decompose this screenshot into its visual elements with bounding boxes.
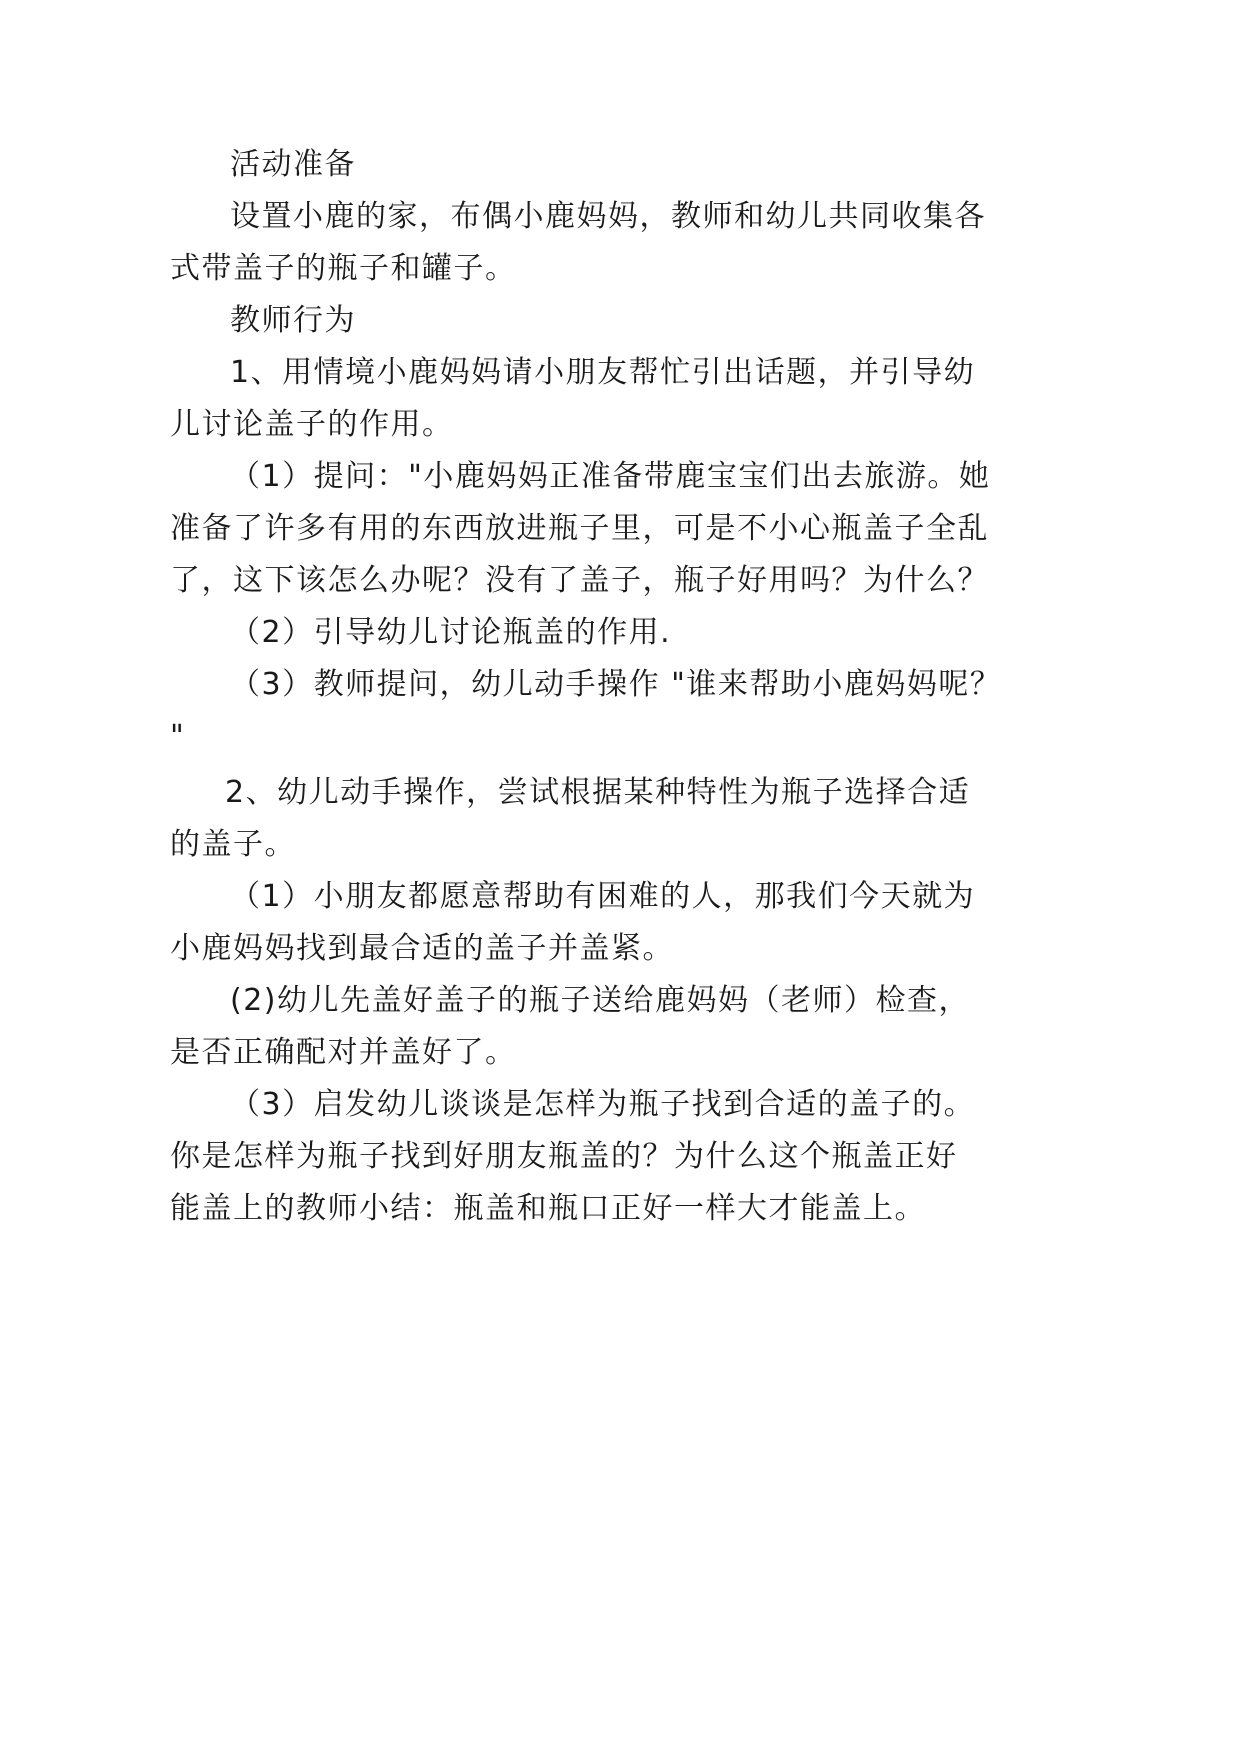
paragraph-line: （1）提问："小鹿妈妈正准备带鹿宝宝们出去旅游。她 [230, 459, 991, 494]
paragraph-line: （1）小朋友都愿意帮助有困难的人，那我们今天就为 [230, 879, 976, 914]
paragraph-line: 是否正确配对并盖好了。 [170, 1035, 517, 1070]
paragraph-line: " [170, 719, 186, 754]
paragraph-line: 小鹿妈妈找到最合适的盖子并盖紧。 [170, 931, 674, 966]
paragraph-line: 的盖子。 [170, 827, 296, 862]
heading-teacher-behavior: 教师行为 [230, 303, 356, 338]
paragraph-line: 1、用情境小鹿妈妈请小朋友帮忙引出话题，并引导幼 [230, 355, 976, 390]
paragraph-line: 了，这下该怎么办呢？没有了盖子，瓶子好用吗？为什么？ [170, 563, 989, 598]
paragraph-line: （3）启发幼儿谈谈是怎样为瓶子找到合适的盖子的。 [230, 1087, 976, 1122]
paragraph-line: 2、幼儿动手操作，尝试根据某种特性为瓶子选择合适 [225, 775, 971, 810]
paragraph-line: 式带盖子的瓶子和罐子。 [170, 251, 517, 286]
heading-activity-preparation: 活动准备 [230, 147, 356, 182]
paragraph-line: （3）教师提问，幼儿动手操作 "谁来帮助小鹿妈妈呢？ [230, 667, 1002, 702]
paragraph-line: 能盖上的教师小结：瓶盖和瓶口正好一样大才能盖上。 [170, 1191, 926, 1226]
paragraph-line: 设置小鹿的家，布偶小鹿妈妈，教师和幼儿共同收集各 [230, 199, 986, 234]
paragraph-line: 儿讨论盖子的作用。 [170, 407, 454, 442]
paragraph-line: （2）引导幼儿讨论瓶盖的作用. [230, 615, 672, 650]
paragraph-line: (2)幼儿先盖好盖子的瓶子送给鹿妈妈（老师）检查， [230, 983, 970, 1018]
paragraph-line: 你是怎样为瓶子找到好朋友瓶盖的？为什么这个瓶盖正好 [170, 1139, 958, 1174]
paragraph-line: 准备了许多有用的东西放进瓶子里，可是不小心瓶盖子全乱 [170, 511, 989, 546]
